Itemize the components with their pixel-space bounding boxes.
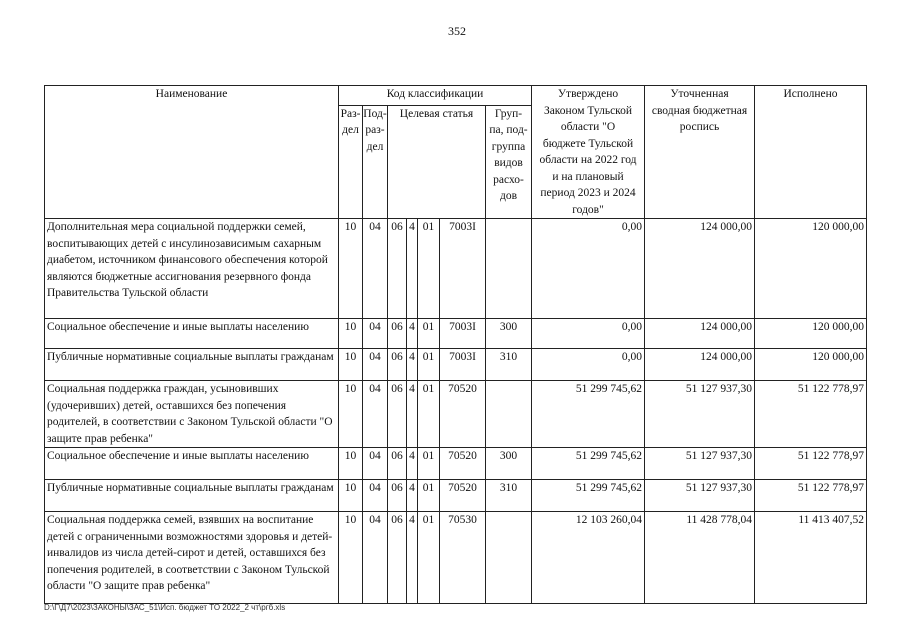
header-name: Наименование [45, 86, 339, 219]
table-body [45, 219, 867, 604]
row-approved: 51 299 745,62 [532, 448, 645, 480]
row-target-code: 7003I [440, 319, 486, 349]
row-target-code: 70520 [440, 381, 486, 448]
row-group: 300 [486, 319, 532, 349]
row-target-2: 4 [407, 381, 418, 448]
table-row [45, 512, 867, 604]
row-refined: 124 000,00 [645, 219, 755, 319]
row-podrazdel: 04 [363, 381, 388, 448]
row-target-2: 4 [407, 219, 418, 319]
row-executed: 120 000,00 [755, 319, 867, 349]
table-row [45, 448, 867, 480]
row-name: Социальная поддержка граждан, усыновивших (удочеривших) детей, оставшихся без попечения родителей, в соответствии с Законом Тульской области "О защите прав ребенка" [45, 381, 339, 448]
row-target-3: 01 [418, 219, 440, 319]
header-approved: Утверждено Законом Тульской области "О бюджете Тульской области на 2022 год и на плановый период 2023 и 2024 годов" [532, 86, 645, 219]
row-executed: 11 413 407,52 [755, 512, 867, 604]
row-target-3: 01 [418, 381, 440, 448]
row-target-3: 01 [418, 448, 440, 480]
table-row [45, 381, 867, 448]
header-razdel: Раз- дел [339, 105, 363, 218]
row-podrazdel: 04 [363, 448, 388, 480]
row-target-2: 4 [407, 319, 418, 349]
row-group: 300 [486, 448, 532, 480]
row-razdel: 10 [339, 349, 363, 381]
row-razdel: 10 [339, 219, 363, 319]
row-target-3: 01 [418, 480, 440, 512]
row-approved: 12 103 260,04 [532, 512, 645, 604]
row-target-2: 4 [407, 480, 418, 512]
row-razdel: 10 [339, 512, 363, 604]
row-target-1: 06 [388, 381, 407, 448]
row-name: Публичные нормативные социальные выплаты гражданам [45, 349, 339, 381]
row-group: 310 [486, 349, 532, 381]
page-number: 352 [448, 24, 466, 38]
row-target-1: 06 [388, 319, 407, 349]
row-target-2: 4 [407, 512, 418, 604]
row-target-code: 70530 [440, 512, 486, 604]
table-row [45, 319, 867, 349]
row-razdel: 10 [339, 381, 363, 448]
row-refined: 11 428 778,04 [645, 512, 755, 604]
row-executed: 51 122 778,97 [755, 480, 867, 512]
row-target-code: 7003I [440, 349, 486, 381]
row-target-3: 01 [418, 512, 440, 604]
row-podrazdel: 04 [363, 319, 388, 349]
row-target-code: 70520 [440, 480, 486, 512]
table-row [45, 349, 867, 381]
header-executed: Исполнено [755, 86, 867, 219]
row-approved: 51 299 745,62 [532, 480, 645, 512]
row-executed: 51 122 778,97 [755, 448, 867, 480]
header-target: Целевая статья [388, 105, 486, 218]
row-refined: 51 127 937,30 [645, 381, 755, 448]
row-podrazdel: 04 [363, 480, 388, 512]
row-target-3: 01 [418, 319, 440, 349]
row-name: Дополнительная мера социальной поддержки семей, воспитывающих детей с инсулинозависимым сахарным диабетом, источником финансового обеспечения которой являются бюджетные ассигнования резервного фонда Правительства Тульской области [45, 219, 339, 319]
row-target-1: 06 [388, 349, 407, 381]
row-razdel: 10 [339, 448, 363, 480]
row-approved: 0,00 [532, 319, 645, 349]
row-approved: 0,00 [532, 349, 645, 381]
row-podrazdel: 04 [363, 349, 388, 381]
row-target-2: 4 [407, 349, 418, 381]
row-group [486, 381, 532, 448]
row-refined: 51 127 937,30 [645, 448, 755, 480]
row-target-1: 06 [388, 448, 407, 480]
row-razdel: 10 [339, 319, 363, 349]
row-podrazdel: 04 [363, 512, 388, 604]
table-row [45, 219, 867, 319]
budget-table [44, 85, 867, 604]
row-podrazdel: 04 [363, 219, 388, 319]
row-executed: 51 122 778,97 [755, 381, 867, 448]
row-executed: 120 000,00 [755, 349, 867, 381]
row-group: 310 [486, 480, 532, 512]
row-target-2: 4 [407, 448, 418, 480]
header-refined: Уточненная сводная бюджетная роспись [645, 86, 755, 219]
row-approved: 0,00 [532, 219, 645, 319]
row-group [486, 512, 532, 604]
row-executed: 120 000,00 [755, 219, 867, 319]
header-group: Груп- па, под- группа видов расхо- дов [486, 105, 532, 218]
footer-file-path: D:\Г\Д7\2023\ЗАКОНЫ\ЗАС_51\Исп. бюджет ТО 2022_2 чт\ргб.xls [44, 603, 286, 612]
row-target-3: 01 [418, 349, 440, 381]
row-name: Социальная поддержка семей, взявших на воспитание детей с ограниченными возможностями здоровья и детей-инвалидов из числа детей-сирот и детей, оставшихся без попечения родителей, в соответствии с Законом Тульской области "О защите прав ребенка" [45, 512, 339, 604]
row-razdel: 10 [339, 480, 363, 512]
row-refined: 124 000,00 [645, 349, 755, 381]
row-name: Социальное обеспечение и иные выплаты населению [45, 319, 339, 349]
row-name: Публичные нормативные социальные выплаты гражданам [45, 480, 339, 512]
table-row [45, 480, 867, 512]
header-code-group: Код классификации [339, 86, 532, 106]
row-target-1: 06 [388, 512, 407, 604]
row-target-code: 70520 [440, 448, 486, 480]
row-name: Социальное обеспечение и иные выплаты населению [45, 448, 339, 480]
header-podrazdel: Под- раз- дел [363, 105, 388, 218]
row-target-code: 7003I [440, 219, 486, 319]
row-refined: 124 000,00 [645, 319, 755, 349]
row-refined: 51 127 937,30 [645, 480, 755, 512]
row-target-1: 06 [388, 480, 407, 512]
row-group [486, 219, 532, 319]
row-target-1: 06 [388, 219, 407, 319]
row-approved: 51 299 745,62 [532, 381, 645, 448]
